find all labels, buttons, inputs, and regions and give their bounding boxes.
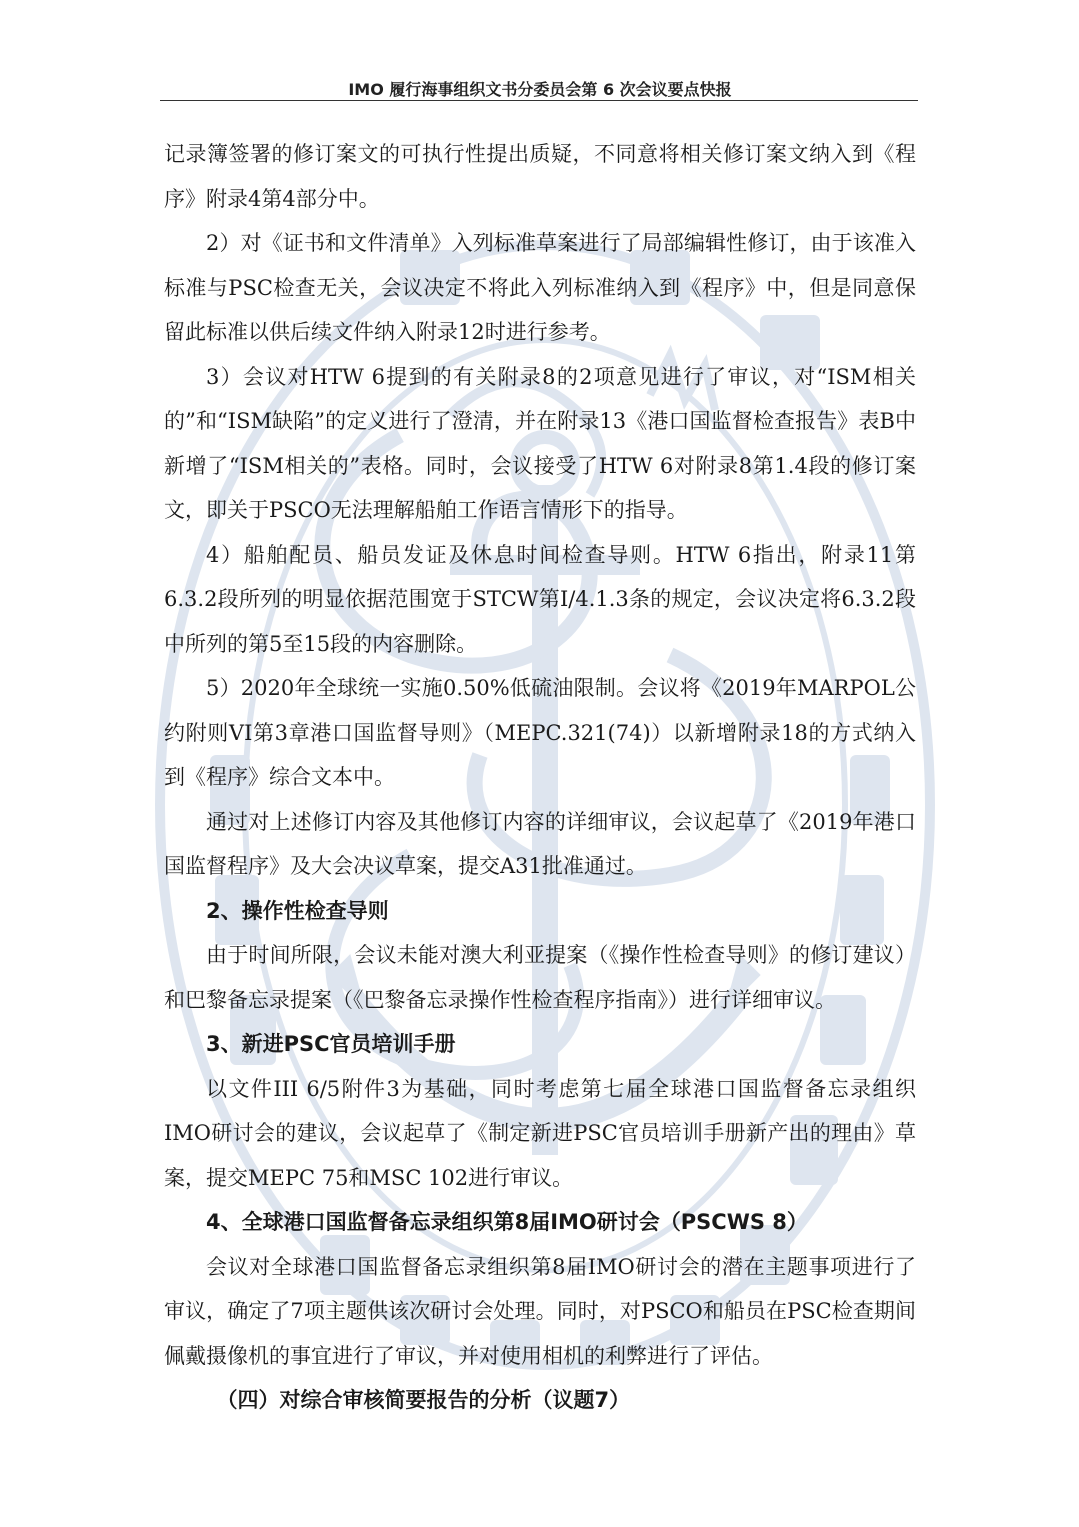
paragraph-item-3: 3）会议对HTW 6提到的有关附录8的2项意见进行了审议，对“ISM相关的”和“ISM缺陷”的定义进行了澄清，并在附录13《港口国监督检查报告》表B中新增了“ISM相关的”表格。同时，会议接受了HTW 6对附录8第1.4段的修订案文，即关于PSCO无法理解船舶工作语言情形下的指导。 [164, 364, 916, 522]
page-header-title: IMO 履行海事组织文书分委员会第 6 次会议要点快报 [348, 80, 732, 99]
paragraph-item-5: 5）2020年全球统一实施0.50%低硫油限制。会议将《2019年MARPOL公约附则VI第3章港口国监督导则》（MEPC.321(74)）以新增附录18的方式纳入到《程序》综合文本中。 [164, 676, 916, 789]
section-heading-4: 4、全球港口国监督备忘录组织第8届IMO研讨会（PSCWS 8） [206, 1210, 808, 1234]
document-body [164, 132, 916, 1423]
section-heading-2: 2、操作性检查导则 [206, 898, 389, 923]
paragraph-item-4: 4）船舶配员、船员发证及休息时间检查导则。HTW 6指出，附录11第6.3.2段所列的明显依据范围宽于STCW第I/4.1.3条的规定，会议决定将6.3.2段中所列的第5至15段的内容删除。 [164, 542, 916, 656]
section-heading-part-4: （四）对综合审核简要报告的分析（议题7） [216, 1388, 631, 1412]
paragraph-section-4: 会议对全球港口国监督备忘录组织第8届IMO研讨会的潜在主题事项进行了审议，确定了7项主题供该次研讨会处理。同时，对PSCO和船员在PSC检查期间佩戴摄像机的事宜进行了审议，并对使用相机的利弊进行了评估。 [164, 1254, 916, 1368]
paragraph-section-3: 以文件III 6/5附件3为基础，同时考虑第七届全球港口国监督备忘录组织IMO研讨会的建议，会议起草了《制定新进PSC官员培训手册新产出的理由》草案，提交MEPC 75和MSC 102进行审议。 [164, 1076, 916, 1190]
paragraph-section-2: 由于时间所限，会议未能对澳大利亚提案（《操作性检查导则》的修订建议）和巴黎备忘录提案（《巴黎备忘录操作性检查程序指南》）进行详细审议。 [164, 943, 916, 1012]
paragraph-summary: 通过对上述修订内容及其他修订内容的详细审议，会议起草了《2019年港口国监督程序》及大会决议草案，提交A31批准通过。 [164, 809, 916, 878]
paragraph-item-2: 2）对《证书和文件清单》入列标准草案进行了局部编辑性修订，由于该准入标准与PSC检查无关，会议决定不将此入列标准纳入到《程序》中，但是同意保留此标准以供后续文件纳入附录12时进行参考。 [164, 231, 916, 344]
header-divider [160, 100, 918, 101]
section-heading-3: 3、新进PSC官员培训手册 [206, 1032, 456, 1056]
paragraph-continuation: 记录簿签署的修订案文的可执行性提出质疑，不同意将相关修订案文纳入到《程序》附录4第4部分中。 [164, 142, 916, 211]
